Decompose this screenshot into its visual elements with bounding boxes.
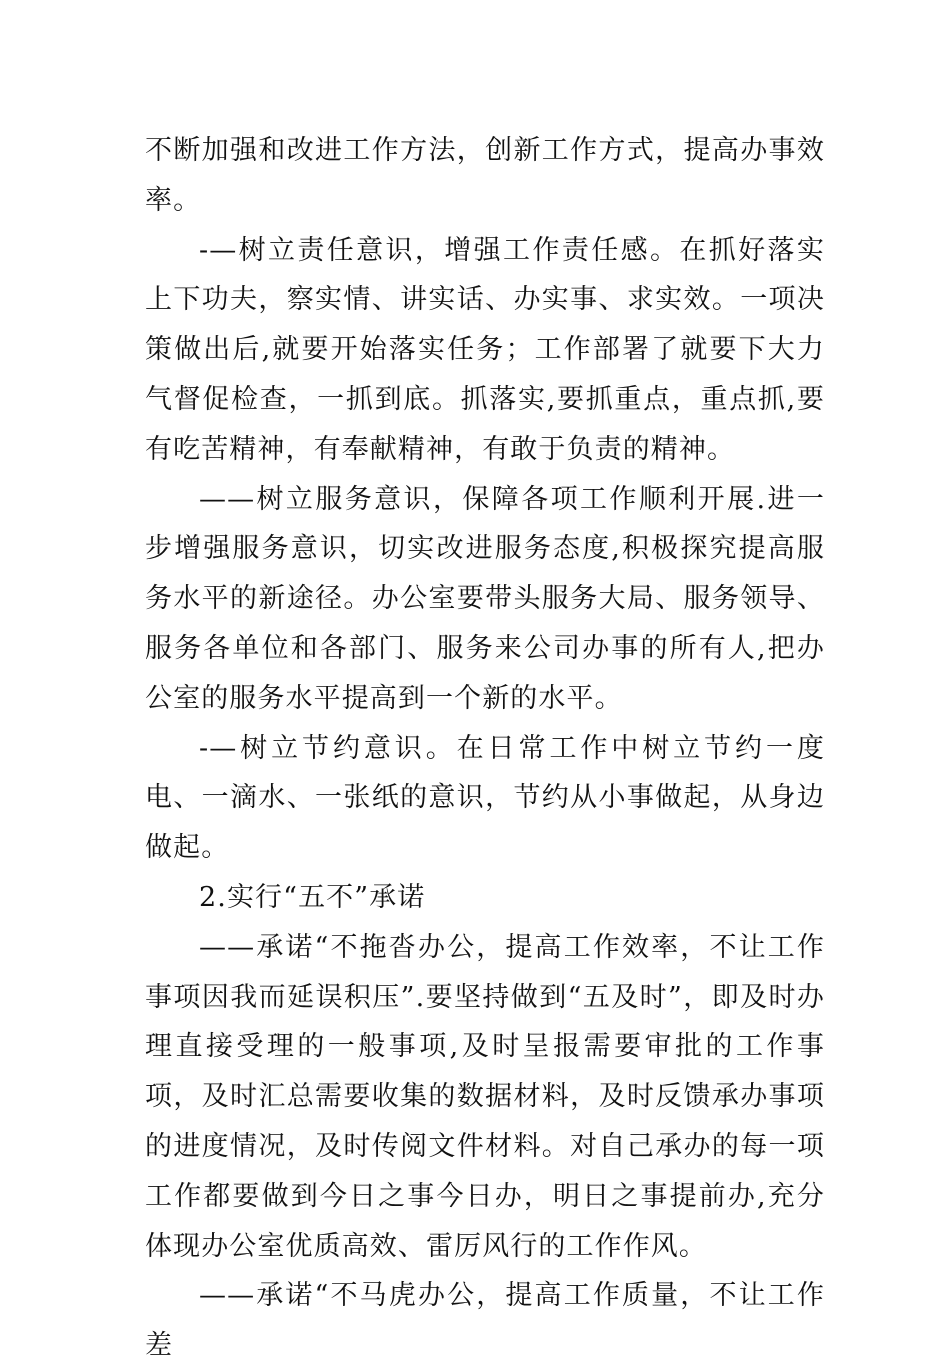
section-heading: 2.实行“五不”承诺 bbox=[199, 881, 426, 913]
paragraph-saving: -—树立节约意识。在日常工作中树立节约一度电、一滴水、一张纸的意识，节约从小事做起，从身边做起。 bbox=[145, 732, 825, 864]
paragraph-responsibility: -—树立责任意识，增强工作责任感。在抓好落实上下功夫，察实情、讲实话、办实事、求实效。一项决策做出后,就要开始落实任务；工作部署了就要下大力气督促检查，一抓到底。抓落实,要抓重点，重点抓,要有吃苦精神，有奉献精神，有敢于负责的精神。 bbox=[145, 234, 825, 465]
document-body bbox=[145, 126, 825, 1371]
paragraph-service: ——树立服务意识，保障各项工作顺利开展.进一步增强服务意识，切实改进服务态度,积极探究提高服务水平的新途径。办公室要带头服务大局、服务领导、服务各单位和各部门、服务来公司办事的所有人,把办公室的服务水平提高到一个新的水平。 bbox=[145, 483, 825, 714]
paragraph-continuation: 不断加强和改进工作方法，创新工作方式，提高办事效率。 bbox=[145, 135, 825, 216]
paragraph-efficiency: ——承诺“不拖沓办公，提高工作效率，不让工作事项因我而延误积压”.要坚持做到“五及时”，即及时办理直接受理的一般事项,及时呈报需要审批的工作事项，及时汇总需要收集的数据材料，及时反馈承办事项的进度情况，及时传阅文件材料。对自己承办的每一项工作都要做到今日之事今日办，明日之事提前办,充分体现办公室优质高效、雷厉风行的工作作风。 bbox=[145, 931, 825, 1262]
paragraph-quality: ——承诺“不马虎办公，提高工作质量，不让工作差 bbox=[145, 1280, 825, 1362]
